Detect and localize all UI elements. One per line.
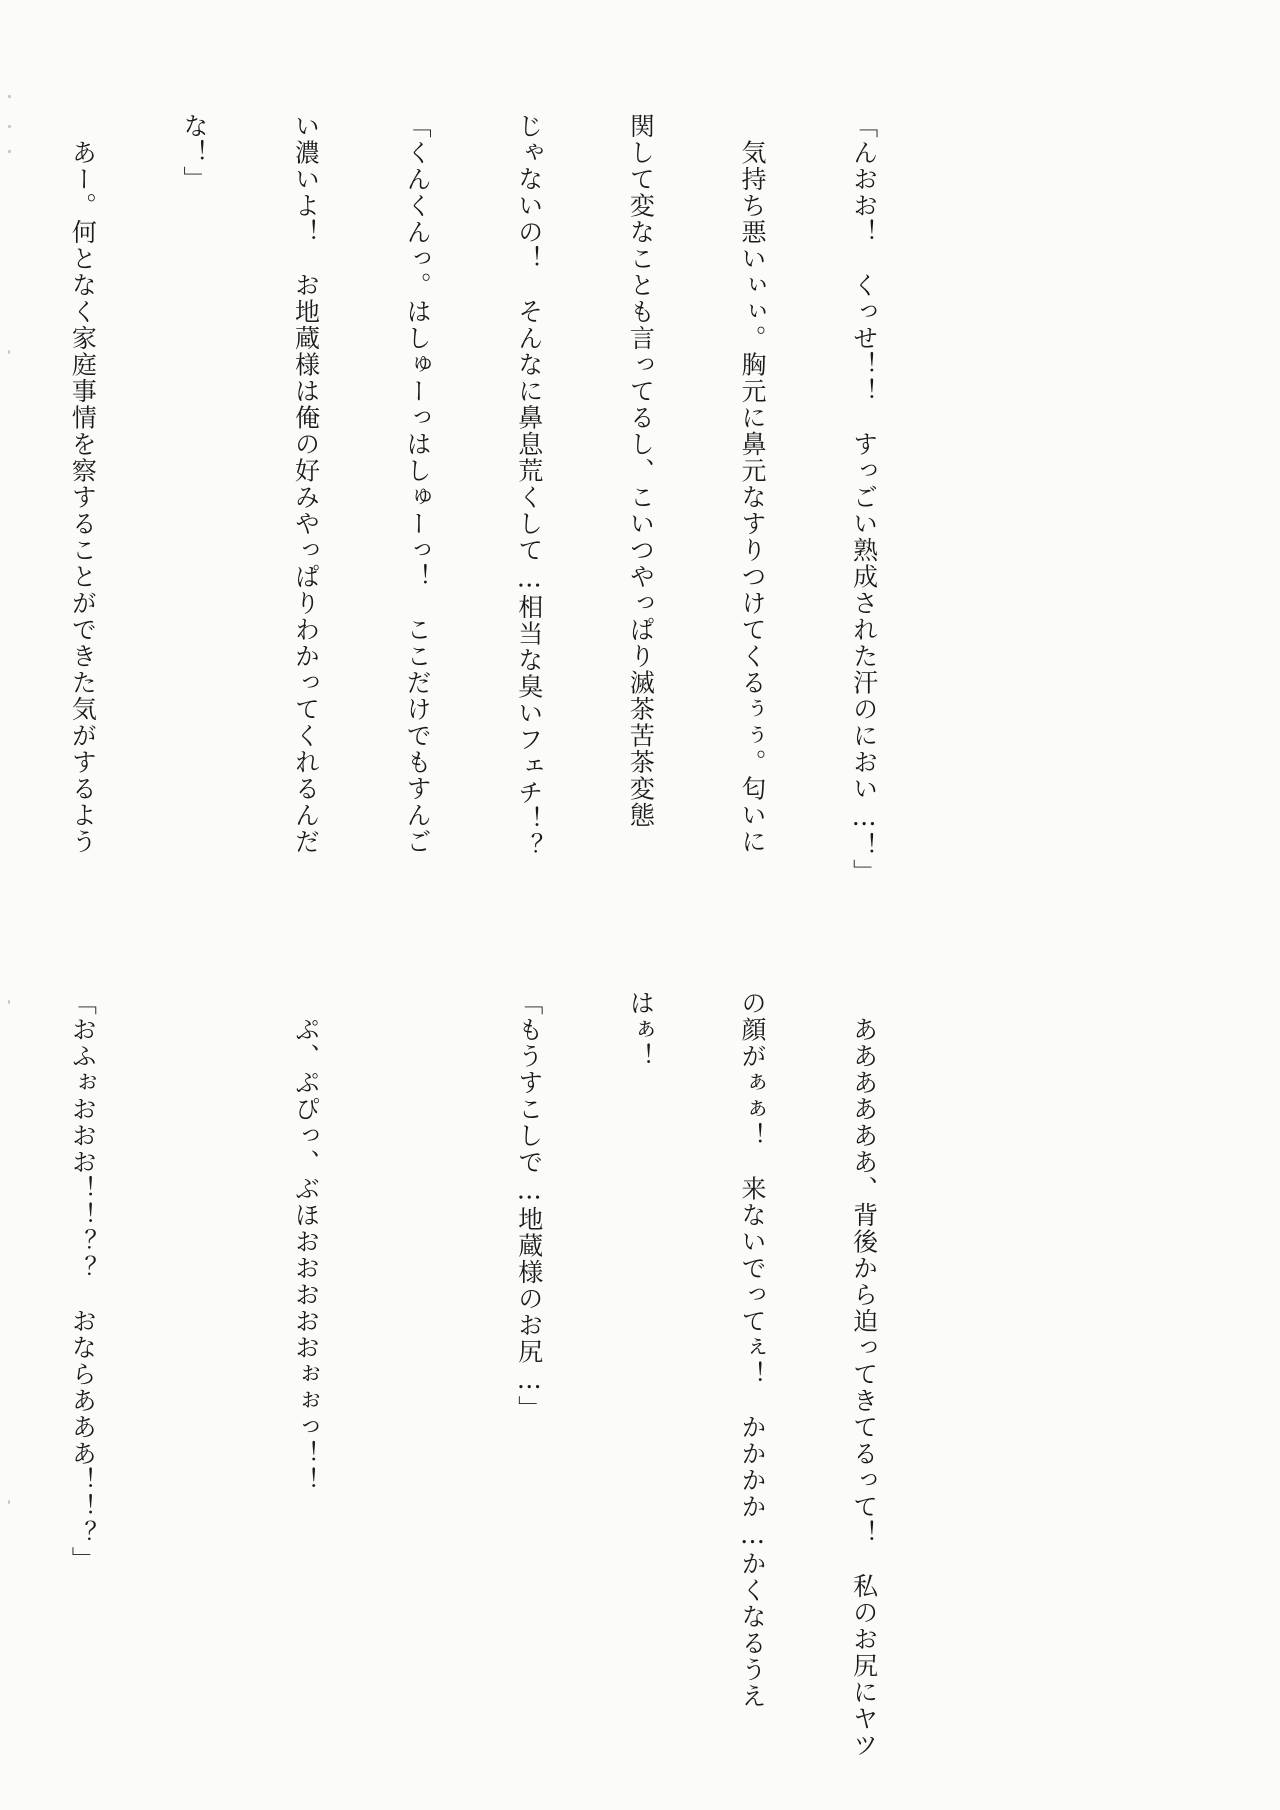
text-line: 関して変なことも言ってるし、こいつやっぱり滅茶苦茶変態 [626, 113, 656, 829]
text-line: じゃないの！ そんなに鼻息荒くして…相当な臭いフェチ！？ [514, 113, 544, 859]
text-line: 「もうすこしで…地蔵様のお尻…」 [514, 990, 544, 1422]
text-line [399, 990, 436, 1680]
text-line: 気持ち悪いぃぃ。胸元に鼻元なすりつけてくるぅぅ。匂いに [737, 113, 767, 855]
upper-text-block [0, 113, 957, 886]
lower-text-block [0, 990, 957, 1759]
text-line: い濃いよ！ お地蔵様は俺の好みやっぱりわかってくれるんだ [291, 113, 321, 855]
text-line: 「くんくんっ。はしゅーっはしゅーっ！ ここだけでもすんご [403, 113, 433, 855]
scan-speck [8, 95, 11, 98]
text-line: ああああああ、背後から迫ってきてるって！ 私のお尻にヤツ [849, 990, 879, 1759]
text-line: はぁ！ [626, 990, 656, 1070]
text-line: あー。何となく家庭事情を察することができた気がするよう [68, 113, 98, 855]
text-line [176, 990, 213, 1680]
text-line: な！」 [179, 113, 209, 193]
text-line: の顔がぁぁ！ 来ないでってぇ！ かかかか…かくなるうえ [737, 990, 767, 1710]
text-line: 「おふぉおおお！！？？ おならあああ！！？」 [68, 990, 98, 1573]
text-line: ぷ、ぷぴっ、ぶほおおおおおぉぉっ！！ [291, 990, 321, 1494]
text-line: 「んおお！ くっせ！！ すっごい熟成された汗のにおい…！」 [849, 113, 879, 886]
